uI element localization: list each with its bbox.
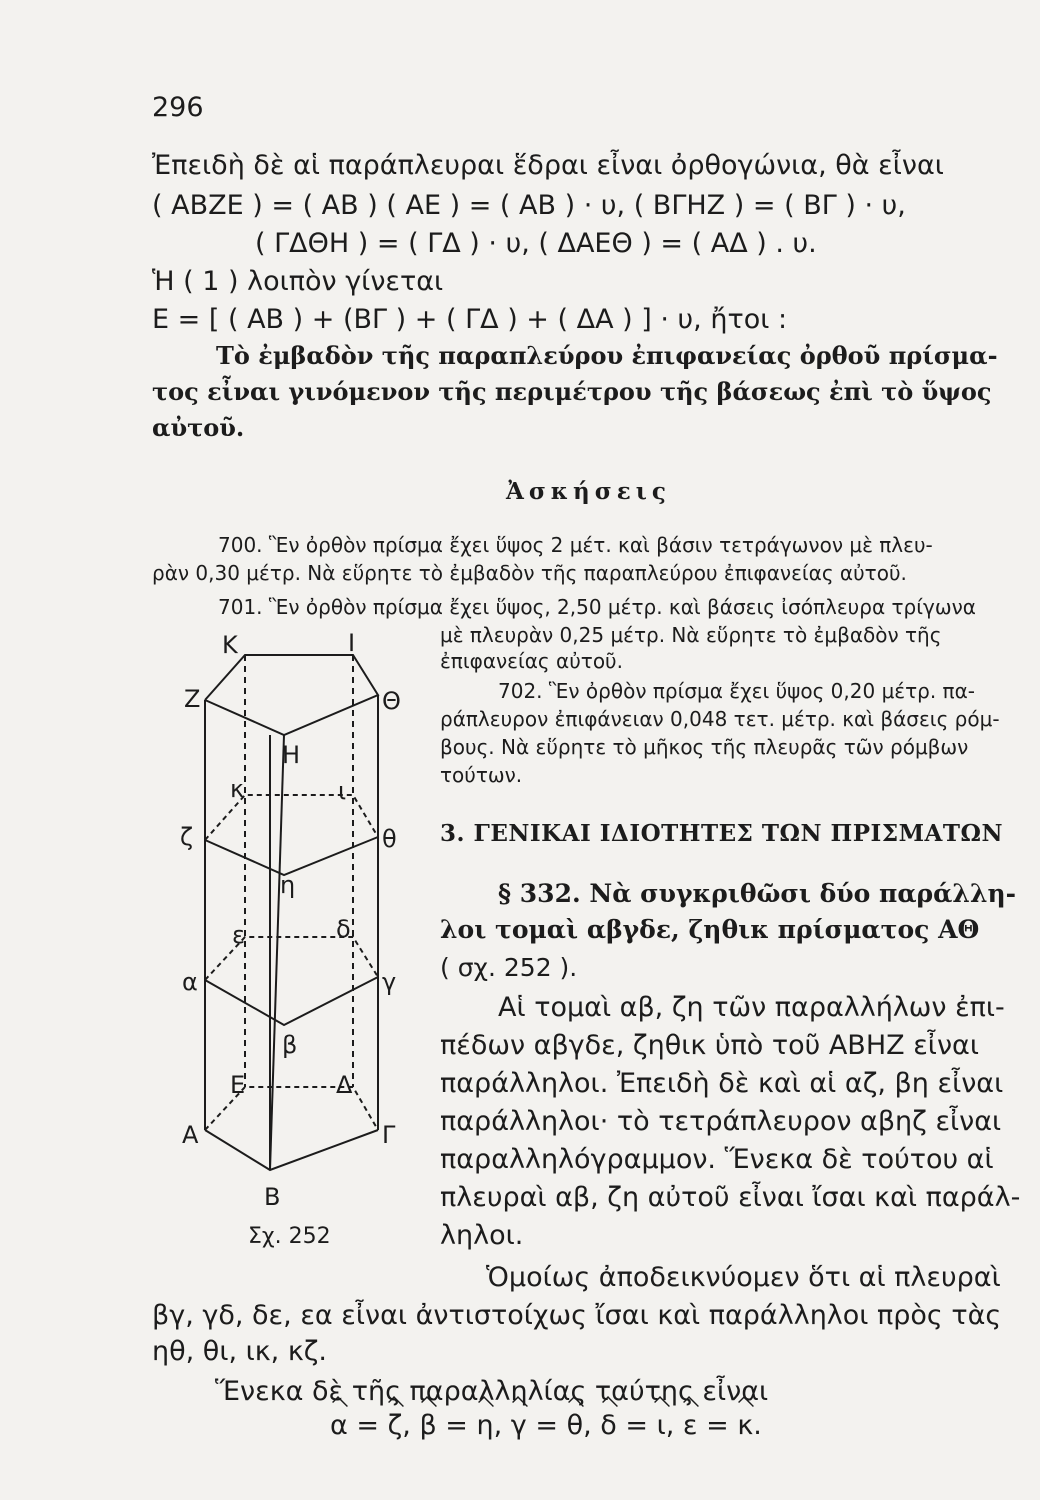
formula-line: Ε = [ ( ΑΒ ) + (ΒΓ ) + ( ΓΔ ) + ( ΔΑ ) ] · υ, ἤτοι :	[152, 304, 788, 335]
body-line: ηθ, θι, ικ, κζ.	[152, 1336, 328, 1367]
body-line: ληλοι.	[440, 1220, 524, 1251]
exercise-702-line: τούτων.	[440, 763, 523, 787]
body-line: πλευραὶ αβ, ζη αὐτοῦ εἶναι ἴσαι καὶ παράλ-	[440, 1182, 1021, 1213]
paragraph-title: λοι τομαὶ αβγδε, ζηθικ πρίσματος ΑΘ	[440, 915, 980, 944]
paragraph-title: § 332. Νὰ συγκριθῶσι δύο παράλλη-	[498, 879, 1017, 908]
angle-right: κ	[737, 1410, 754, 1441]
exercise-702-line: βους. Νὰ εὕρητε τὸ μῆκος τῆς πλευρᾶς τῶν ρόμβων	[440, 735, 969, 759]
label-k: κ	[230, 775, 245, 803]
theorem-line: τος εἶναι γινόμενον τῆς περιμέτρου τῆς βάσεως ἐπὶ τὸ ὕψος	[152, 377, 992, 406]
exercises-title: Ἀσκήσεις	[506, 478, 671, 505]
label-i: ι	[338, 777, 347, 805]
angle-left: α	[330, 1410, 348, 1441]
angle-right: ζ	[387, 1410, 403, 1441]
page-number: 296	[152, 92, 204, 123]
angle-left: ε	[682, 1410, 698, 1441]
bottom-face	[205, 1130, 378, 1170]
text-line: Ἡ ( 1 ) λοιπὸν γίνεται	[152, 266, 444, 297]
body-line: Αἱ τομαὶ αβ, ζη τῶν παραλλήλων ἐπι-	[498, 992, 1005, 1023]
angle-right: ι	[656, 1410, 666, 1441]
angle-left: δ	[600, 1410, 617, 1441]
formula-line: ( ΑΒΖΕ ) = ( ΑΒ ) ( ΑΕ ) = ( ΑΒ ) · υ, ( ΒΓΗΖ ) = ( ΒΓ ) · υ,	[152, 190, 906, 221]
body-line: παράλληλοι. Ἐπειδὴ δὲ καὶ αἱ αζ, βη εἶναι	[440, 1068, 1004, 1099]
label-alpha: α	[182, 968, 198, 996]
figure-caption: Σχ. 252	[248, 1224, 331, 1249]
exercise-700-line: ρὰν 0,30 μέτρ. Νὰ εὕρητε τὸ ἐμβαδὸν τῆς παραπλεύρου ἐπιφανείας αὐτοῦ.	[152, 561, 907, 585]
exercise-702-line: ράπλευρον ἐπιφάνειαν 0,048 τετ. μέτρ. καὶ βάσεις ρόμ-	[440, 707, 1000, 731]
body-line: βγ, γδ, δε, εα εἶναι ἀντιστοίχως ἴσαι καὶ παράλληλοι πρὸς τὰς	[152, 1300, 1002, 1331]
exercise-701-line: 701. Ἓν ὀρθὸν πρίσμα ἔχει ὕψος, 2,50 μέτρ. καὶ βάσεις ἰσόπλευρα τρίγωνα	[218, 595, 976, 619]
label-G: Γ	[382, 1121, 396, 1149]
label-D: Δ	[336, 1071, 353, 1099]
label-eta: η	[280, 871, 296, 899]
label-gamma: γ	[382, 968, 397, 996]
text-line: Ἐπειδὴ δὲ αἱ παράπλευραι ἕδραι εἶναι ὀρθογώνια, θὰ εἶναι	[152, 150, 944, 181]
label-K: Κ	[222, 631, 238, 659]
angle-left: β	[419, 1410, 437, 1441]
angle-right: η	[476, 1410, 494, 1441]
body-line: πέδων αβγδε, ζηθικ ὑπὸ τοῦ ΑΒΗΖ εἶναι	[440, 1030, 979, 1061]
section-heading: 3. ΓΕΝΙΚΑΙ ΙΔΙΟΤΗΤΕΣ ΤΩΝ ΠΡΙΣΜΑΤΩΝ	[440, 820, 1003, 847]
angle-left: γ	[510, 1410, 527, 1441]
label-I: Ι	[348, 629, 356, 657]
body-line: παραλληλόγραμμον. Ἕνεκα δὲ τούτου αἱ	[440, 1144, 994, 1175]
body-line-final: Ἕνεκα δὲ τῆς παραλληλίας ταύτης εἶναι	[215, 1376, 769, 1407]
label-eps: ε	[232, 921, 245, 949]
equalities-line: α = ζ, β = η, γ = θ, δ = ι, ε = κ.	[330, 1410, 762, 1441]
label-z: ζ	[180, 823, 194, 851]
label-B: Β	[264, 1183, 281, 1211]
label-A: Α	[182, 1121, 199, 1149]
formula-line: ( ΓΔΘΗ ) = ( ΓΔ ) · υ, ( ΔΑΕΘ ) = ( ΑΔ ) . υ.	[255, 228, 817, 259]
body-line: Ὁμοίως ἀποδεικνύομεν ὅτι αἱ πλευραὶ	[486, 1262, 1001, 1293]
exercise-700-line: 700. Ἓν ὀρθὸν πρίσμα ἔχει ὕψος 2 μέτ. καὶ βάσιν τετράγωνον μὲ πλευ-	[218, 533, 933, 557]
label-th: θ	[382, 825, 397, 853]
prism-figure	[160, 625, 430, 1265]
exercise-702-line: 702. Ἓν ὀρθὸν πρίσμα ἔχει ὕψος 0,20 μέτρ. πα-	[498, 679, 976, 703]
angle-right: θ	[566, 1410, 584, 1441]
label-Z: Ζ	[184, 685, 201, 713]
label-E: Ε	[230, 1071, 246, 1099]
body-line: παράλληλοι· τὸ τετράπλευρον αβηζ εἶναι	[440, 1106, 1002, 1137]
label-delta: δ	[336, 915, 351, 943]
theorem-line: Τὸ ἐμβαδὸν τῆς παραπλεύρου ἐπιφανείας ὀρθοῦ πρίσμα-	[216, 341, 998, 370]
theorem-line: αὐτοῦ.	[152, 413, 245, 442]
label-Th: Θ	[382, 687, 401, 715]
exercise-701-line: ἐπιφανείας αὐτοῦ.	[440, 649, 623, 673]
label-H: Η	[282, 741, 301, 769]
exercise-701-line: μὲ πλευρὰν 0,25 μέτρ. Νὰ εὕρητε τὸ ἐμβαδὸν τῆς	[440, 623, 942, 647]
paragraph-title: ( σχ. 252 ).	[440, 953, 578, 982]
label-beta: β	[282, 1031, 298, 1059]
